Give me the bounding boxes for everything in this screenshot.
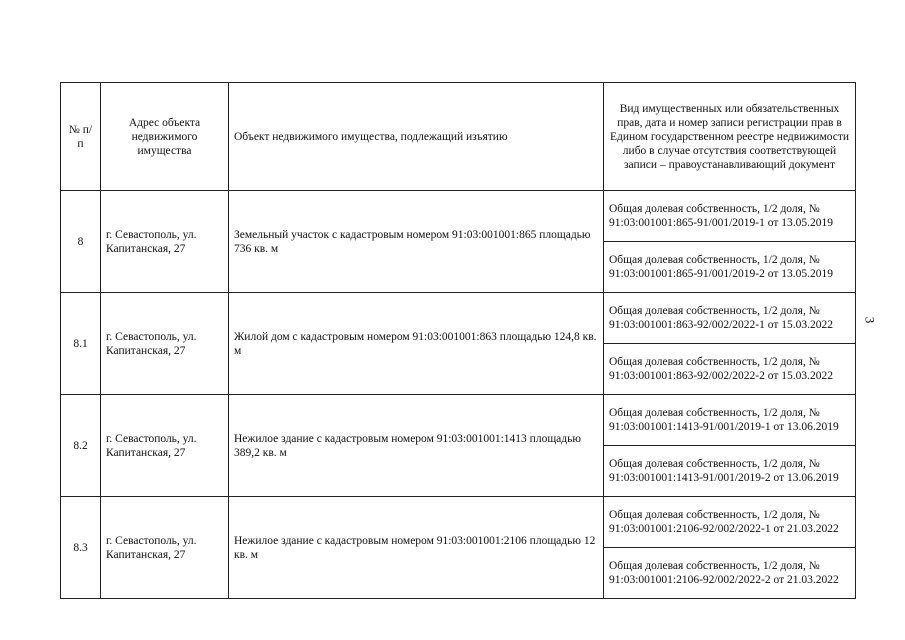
row-number: 8.2 [61, 395, 101, 497]
row-object: Земельный участок с кадастровым номером 91:03:001001:865 площадью 736 кв. м [229, 191, 604, 293]
row-number: 8.1 [61, 293, 101, 395]
table-header-row [61, 83, 856, 191]
table-row [61, 497, 856, 548]
table-row [61, 191, 856, 242]
header-number: № п/п [61, 83, 101, 191]
row-address: г. Севастополь, ул. Капитанская, 27 [101, 395, 229, 497]
row-address: г. Севастополь, ул. Капитанская, 27 [101, 497, 229, 599]
row-right-entry: Общая долевая собственность, 1/2 доля, № 91:03:001001:865-91/001/2019-1 от 13.05.2019 [604, 191, 856, 242]
row-object: Нежилое здание с кадастровым номером 91:03:001001:2106 площадью 12 кв. м [229, 497, 604, 599]
row-address: г. Севастополь, ул. Капитанская, 27 [101, 191, 229, 293]
row-number: 8.3 [61, 497, 101, 599]
row-right-entry: Общая долевая собственность, 1/2 доля, № 91:03:001001:863-92/002/2022-1 от 15.03.2022 [604, 293, 856, 344]
table-row [61, 293, 856, 344]
row-right-entry: Общая долевая собственность, 1/2 доля, № 91:03:001001:2106-92/002/2022-2 от 21.03.2022 [604, 548, 856, 599]
property-seizure-table [60, 82, 856, 599]
header-rights: Вид имущественных или обязательственных прав, дата и номер записи регистрации прав в Едином государственном реестре недвижимости либо в случае отсутствия соответствующей записи – правоустанавливающий документ [604, 83, 856, 191]
header-address: Адрес объекта недвижимого имущества [101, 83, 229, 191]
row-number: 8 [61, 191, 101, 293]
row-right-entry: Общая долевая собственность, 1/2 доля, № 91:03:001001:2106-92/002/2022-1 от 21.03.2022 [604, 497, 856, 548]
row-right-entry: Общая долевая собственность, 1/2 доля, № 91:03:001001:863-92/002/2022-2 от 15.03.2022 [604, 344, 856, 395]
row-right-entry: Общая долевая собственность, 1/2 доля, № 91:03:001001:1413-91/001/2019-2 от 13.06.2019 [604, 446, 856, 497]
row-object: Жилой дом с кадастровым номером 91:03:001001:863 площадью 124,8 кв. м [229, 293, 604, 395]
row-right-entry: Общая долевая собственность, 1/2 доля, № 91:03:001001:865-91/001/2019-2 от 13.05.2019 [604, 242, 856, 293]
row-right-entry: Общая долевая собственность, 1/2 доля, № 91:03:001001:1413-91/001/2019-1 от 13.06.2019 [604, 395, 856, 446]
row-object: Нежилое здание с кадастровым номером 91:03:001001:1413 площадью 389,2 кв. м [229, 395, 604, 497]
row-address: г. Севастополь, ул. Капитанская, 27 [101, 293, 229, 395]
header-object: Объект недвижимого имущества, подлежащий изъятию [229, 83, 604, 191]
table-row [61, 395, 856, 446]
page-number: 3 [862, 316, 878, 324]
